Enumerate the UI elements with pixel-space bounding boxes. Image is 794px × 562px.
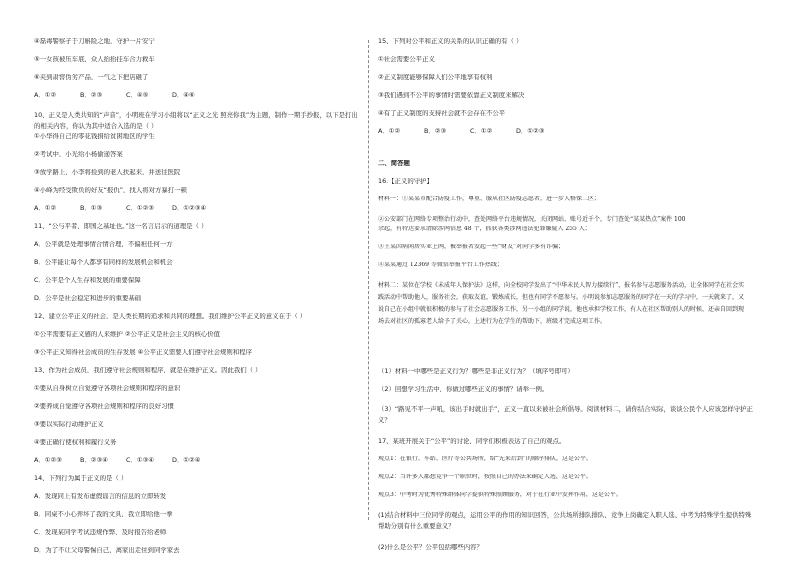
text-line: ④某某通过 12369 等微信举报平台工作热线；: [378, 262, 503, 268]
text-line: 材料二：某位在学校《未成年人保护法》这样，向全校同学发出了“中华未民人智力接续行”，报名参与志愿服务活动，让全体同学在社会实践活动中帮助他人，服务社会，获取友谊，锻炼成长，但也有同学不愿参与。小明说参加志愿服务的同学在一天的学习中，一天就来了，又说自己在小组中就很积极的参与了社会志愿服务工作，另一小组的同学说，他也承担学校工作，有人在社区帮助别人的时候，还亲自回到现场去对社区的孤寡老人给予了关心，上述行为在学生的帮助下，班级才完成这项工作。: [378, 282, 745, 325]
column-divider: [368, 40, 369, 520]
answer-options: [34, 205, 218, 211]
text-line: ③公平正义知得社会成员的生存发展 ④公平正义需要人们遵守社会规则和程序: [34, 349, 252, 356]
text-line: 观点2：当许多人都想竞争一个职位时，按照自己的办法来确定人选，这是公平。: [378, 474, 592, 480]
text-line: 余起，有特达要求清除涉网信息 48 个，抓获各类涉网违法犯罪嫌疑人 255 人；: [378, 226, 591, 232]
text-line: ⑤一女孩被压车底，众人抬抬挂车合力救车: [34, 56, 155, 63]
text-line: 观点1：在银行、车站、医疗等公共场所，给“先来后到”的顺序排队，这是公平。: [378, 456, 592, 462]
answer-option: C．④⑤: [126, 91, 149, 99]
answer-option: B．①③: [80, 204, 103, 212]
text-line: D．为了不让父母警惕自己，离家出走住到同学家去: [34, 547, 180, 554]
text-line: （3）“路见不平一声吼，该出手时就出手”，正义一直以来被社会所倡导。阅读材料二，请你结合实际，谈谈公民个人应该怎样守护正义？: [378, 405, 753, 424]
answer-options: [378, 128, 562, 134]
text-line: C．发现某同学考试违规作弊，及时报告给老师: [34, 529, 167, 536]
answer-option: A．①②: [34, 91, 57, 99]
text-line: (1)结合材料中三位同学的观点，运用公平的作用的知识回答，公共场所排队排队、竞争上岗确定入职人选、中考为特殊学生提供特殊帮助分别有什么重要意义？: [378, 511, 752, 530]
answer-option: A．①②③: [34, 456, 62, 464]
text-line: ④磊毒警察孑于刀斛险之地，守护一片安宁: [34, 38, 155, 45]
text-line: C．公平是个人生存和发展的重要保障: [34, 277, 141, 284]
text-line: 10、正义是人类共知的“声音”，小明班在学习小组将以“正义之光 照亮你我”为主题，制作一期手抄报，以下是打出的相关内容，你认为其中适合入选的是（ ）: [34, 111, 358, 130]
text-line: ②公安部门在网络专项整治行动中，查处网络平台违规情况，关闭网站、账号近千个，专门查处“某某热点”案件 100: [378, 216, 686, 223]
text-line: ④有了正义制度的支持社会就不会存在不公平: [378, 110, 506, 117]
answer-option: D．①②④: [172, 456, 201, 464]
text-line: 17、某班开展关于“公平”的讨论，同学们积极表达了自己的观点。: [378, 438, 566, 445]
text-line: 材料一：①某某市配合防疫工作，尊重、服从社区防疫志愿者，进一步人格保二区；: [378, 196, 601, 202]
text-line: ①要从自身树立自觉遵守各项社会规则和程序的意识: [34, 385, 181, 392]
text-line: ③我们遇到不公平的事情时需要依靠正义制度来解决: [378, 92, 525, 99]
text-line: ②考试中，小光给小杨偷递答案: [34, 151, 123, 158]
text-line: ①社会需要公平正义: [378, 56, 435, 63]
text-line: ③放学路上，小李将捡到的老人扶起来，并送往医院: [34, 169, 181, 176]
text-line: D．公平是社会稳定和进步的重要基础: [34, 295, 142, 302]
text-line: 14、下列行为属于正义的是（ ）: [34, 475, 128, 482]
text-line: ③要以实际行动维护正义: [34, 421, 104, 428]
text-line: ②正义制度能够保障人们公平地享有权利: [378, 74, 493, 81]
text-line: （1）材料一中哪些是正义行为？哪些是非正义行为？（填序号即可）: [378, 368, 574, 375]
answer-option: B．②③④: [80, 456, 108, 464]
text-line: ②要养成自觉遵守各项社会规则和程序的良好习惯: [34, 403, 174, 410]
answer-option: C．①③④: [126, 456, 155, 464]
text-line: ①小华得自己的零花钱捐给贫困地区的学生: [34, 133, 155, 140]
text-line: 16.【正义的守护】: [378, 178, 433, 185]
text-line: ③王某因病闲居实业上网，被举报者发起一些“财友”对同学多有诈骗；: [378, 244, 565, 250]
answer-option: D．①②③: [516, 127, 545, 135]
text-line: （2）回想学习生活中，你做过哪些正义的事情？请举一例。: [378, 386, 549, 393]
text-line: A．公平就是处理事情合情合理，不偏袒任何一方: [34, 241, 173, 248]
text-line: B．同桌不小心弄坏了我的文具，我立即给他一拳: [34, 511, 173, 518]
answer-option: A．①②: [378, 127, 401, 135]
text-line: ①公平需要有正义感的人来维护 ②公平正义是社会主义的核心价值: [34, 331, 221, 338]
text-line: (2)什么是公平？公平包括哪些内容？: [378, 544, 483, 551]
text-line: 13、作为社会成员，我们遵守社会规则和程序，就是在维护正义。因此我们（ ）: [34, 367, 262, 374]
text-line: 12、建立公平正义的社会，是人类长期的追求和共同的理想。我们维护公平正义的意义在于（ ）: [34, 313, 307, 320]
text-line: B．公平能让每个人都享有同样的发展机会和机会: [34, 259, 173, 266]
text-line: 11、“公与平者，即国之基址也。”这一名言启示的道理是（ ）: [34, 223, 208, 230]
text-line: ④小峰为经受欺负的好友“报仇”，找人将对方暴打一顿: [34, 187, 187, 194]
answer-option: B．②③: [424, 127, 447, 135]
answer-option: A．①②: [34, 204, 57, 212]
answer-option: D．④⑥: [172, 91, 195, 99]
section-heading: 二、简答题: [378, 160, 410, 167]
answer-option: B．②③: [80, 91, 103, 99]
text-line: A．发现同上有发布虚假谣言的信息的立即转发: [34, 493, 167, 500]
text-line: ⑥夹到肃窖伪劣产品，一气之下把店砸了: [34, 74, 149, 81]
answer-option: C．①②③: [126, 204, 155, 212]
answer-option: D．①②③④: [172, 204, 207, 212]
text-line: 观点3：中考时为优秀特殊群体同学提供特殊照顾服务，对于在行业中发挥作用，这是公平。: [378, 492, 622, 498]
answer-options: [34, 92, 218, 98]
text-line: ④要正确行使权利和履行义务: [34, 439, 117, 446]
text-line: 15、下列对公平和正义的关系的认识正确的有（ ）: [378, 38, 523, 45]
answer-options: [34, 457, 218, 463]
answer-option: C．①②: [470, 127, 493, 135]
